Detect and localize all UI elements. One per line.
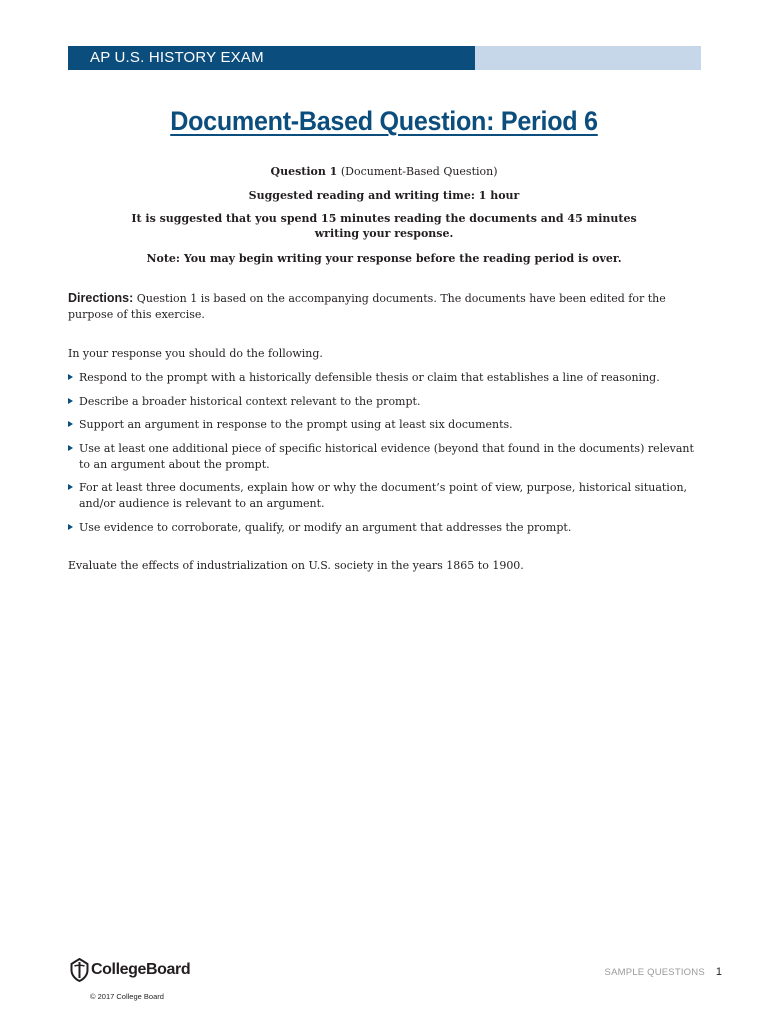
- list-item: [68, 417, 708, 433]
- logo-wordmark: CollegeBoard: [91, 961, 191, 978]
- list-item-text: Use at least one additional piece of specific historical evidence (beyond that found in the documents) relevant to an argument about the prompt.: [79, 441, 694, 471]
- triangle-bullet-icon: [68, 484, 73, 490]
- triangle-bullet-icon: [68, 445, 73, 451]
- college-board-logo: [70, 958, 190, 982]
- question-type: (Document-Based Question): [340, 165, 498, 178]
- question-number: Question 1: [270, 165, 338, 178]
- directions-text: Question 1 is based on the accompanying documents. The documents have been edited for the purpose of this exercise.: [68, 292, 666, 321]
- page-title: Document-Based Question: Period 6: [170, 106, 598, 136]
- essay-prompt: Evaluate the effects of industrialization on U.S. society in the years 1865 to 1900.: [68, 559, 524, 572]
- time-suggestion: It is suggested that you spend 15 minutes reading the documents and 45 minutes writing your response.: [131, 212, 637, 240]
- page-footer: [605, 966, 722, 978]
- list-item: [68, 370, 708, 386]
- list-item: [68, 394, 708, 410]
- list-item: [68, 441, 708, 473]
- triangle-bullet-icon: [68, 398, 73, 404]
- list-item: [68, 520, 708, 536]
- directions: [68, 290, 698, 323]
- triangle-bullet-icon: [68, 374, 73, 380]
- question-heading: [120, 164, 648, 179]
- page-number: 1: [715, 966, 722, 978]
- list-item-text: Support an argument in response to the prompt using at least six documents.: [79, 418, 513, 431]
- acorn-shield-icon: [70, 958, 89, 982]
- directions-label: Directions:: [68, 291, 134, 305]
- requirements-list: [68, 370, 708, 543]
- exam-label: AP U.S. HISTORY EXAM: [68, 46, 475, 70]
- triangle-bullet-icon: [68, 421, 73, 427]
- list-item-text: Use evidence to corroborate, qualify, or modify an argument that addresses the prompt.: [79, 520, 572, 534]
- response-intro: In your response you should do the following.: [68, 347, 323, 360]
- note: Note: You may begin writing your response before the reading period is over.: [146, 252, 622, 265]
- suggested-time: Suggested reading and writing time: 1 hour: [248, 189, 520, 202]
- copyright: © 2017 College Board: [90, 992, 164, 1001]
- triangle-bullet-icon: [68, 524, 73, 530]
- list-item: [68, 480, 708, 512]
- header-bar: [68, 46, 701, 70]
- section-label: SAMPLE QUESTIONS: [604, 967, 705, 978]
- header-accent: [475, 46, 701, 70]
- list-item-text: Respond to the prompt with a historically defensible thesis or claim that establishes a line of reasoning.: [79, 371, 660, 384]
- list-item-text: Describe a broader historical context relevant to the prompt.: [79, 394, 421, 408]
- list-item-text: For at least three documents, explain how or why the document’s point of view, purpose, historical situation, and/or audience is relevant to an argument.: [79, 481, 688, 510]
